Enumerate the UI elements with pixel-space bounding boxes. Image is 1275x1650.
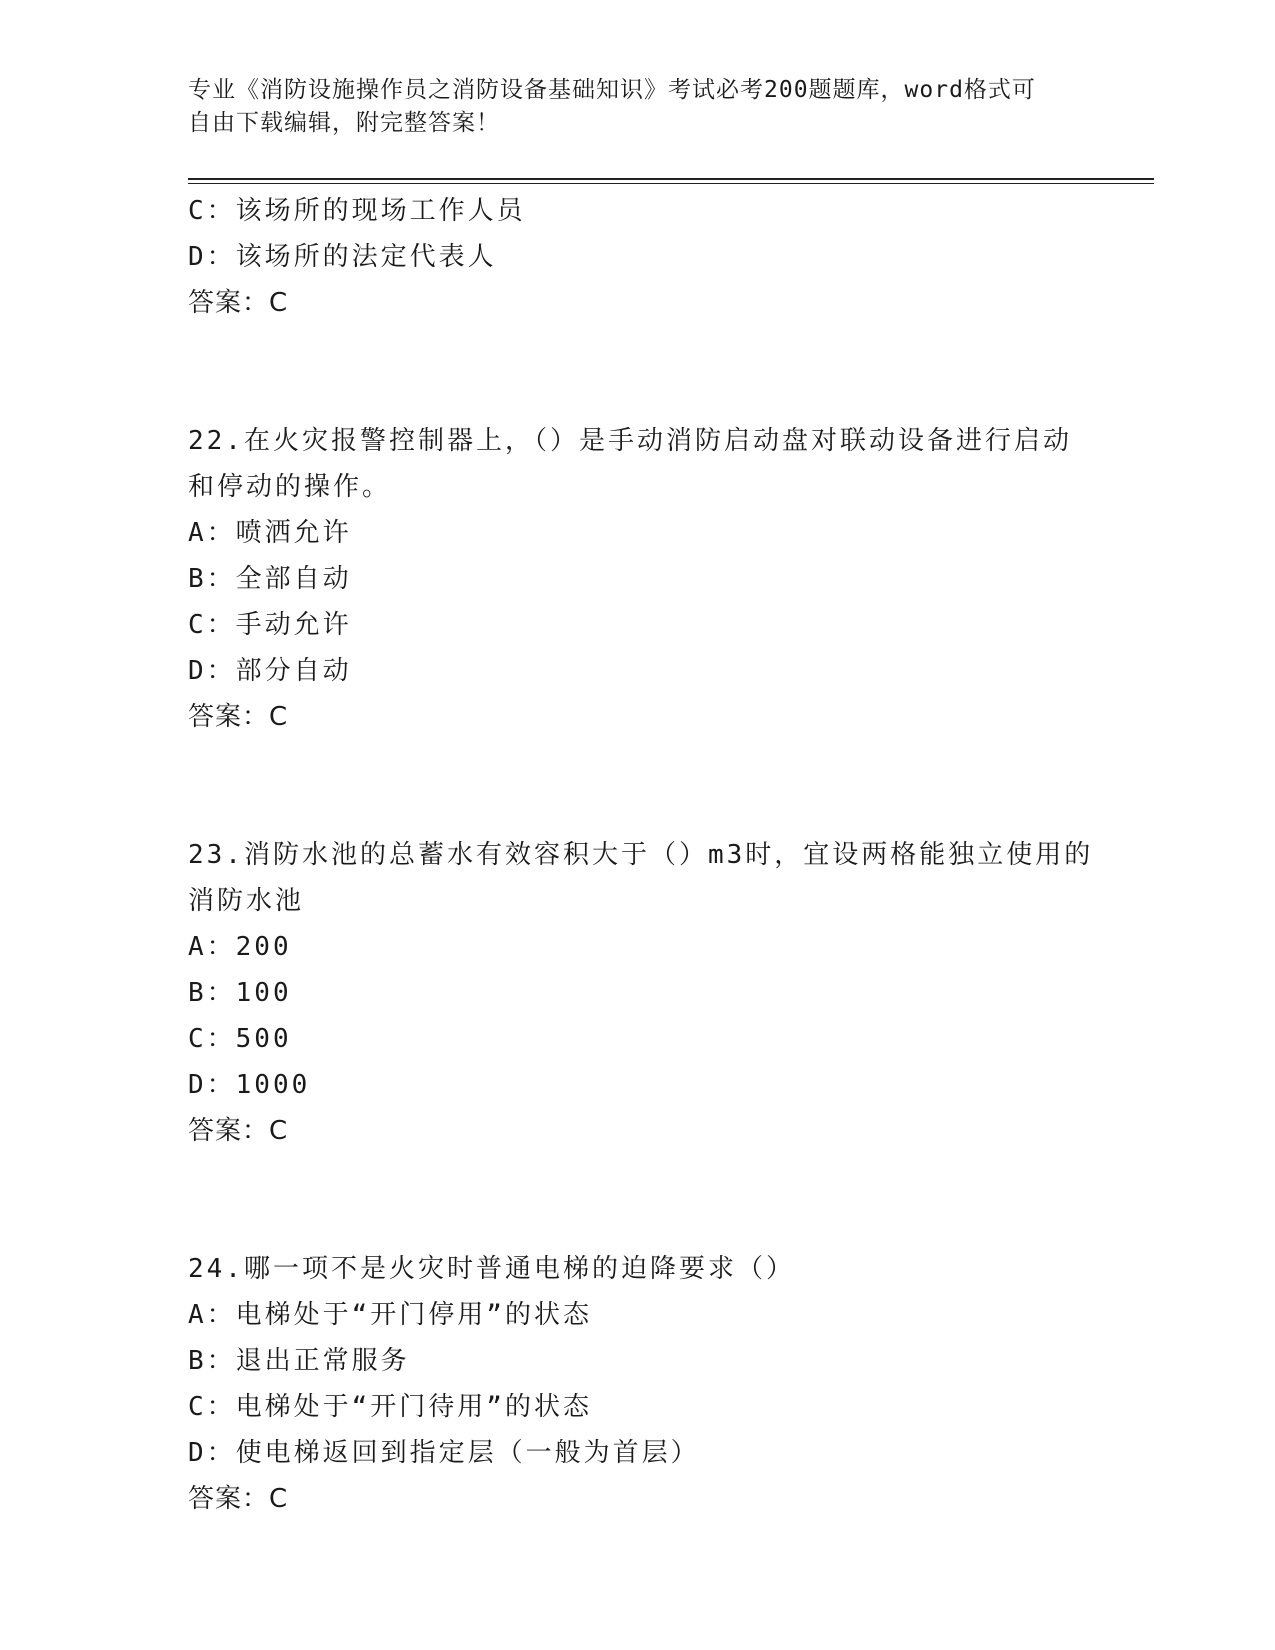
answer-label: 答案：C [188,702,289,732]
header-line-1: 专业《消防设施操作员之消防设备基础知识》考试必考200题题库，word格式可 [188,77,1036,103]
option-a: A：喷洒允许 [188,518,352,548]
question-stem-line-2: 和停动的操作。 [188,472,392,502]
option-d: D：该场所的法定代表人 [188,242,497,272]
option-c: C：手动允许 [188,610,352,640]
option-a: A：电梯处于“开门停用”的状态 [188,1300,592,1330]
question-stem-line-1: 22.在火灾报警控制器上，（）是手动消防启动盘对联动设备进行启动 [188,426,1072,456]
spacer [188,326,1088,418]
option-c: C：电梯处于“开门待用”的状态 [188,1392,592,1422]
option-c: C：该场所的现场工作人员 [188,196,526,226]
option-b: B：退出正常服务 [188,1346,410,1376]
question-block-22 [188,418,1088,740]
question-block-24 [188,1246,1088,1522]
option-c: C：500 [188,1024,292,1054]
option-b: B：100 [188,978,292,1008]
question-stem-line-1: 24.哪一项不是火灾时普通电梯的迫降要求（） [188,1254,795,1284]
option-b: B：全部自动 [188,564,352,594]
question-list [188,188,1094,1522]
spacer [188,740,1088,832]
question-block-prev [188,188,1088,326]
document-header [188,74,1068,140]
option-d: D：部分自动 [188,656,352,686]
header-divider-thin [188,183,1154,184]
question-stem-line-1: 23.消防水池的总蓄水有效容积大于（）m3时，宜设两格能独立使用的 [188,840,1094,870]
option-a: A：200 [188,932,292,962]
spacer [188,1154,1088,1246]
question-block-23 [188,832,1094,1154]
option-d: D：1000 [188,1070,311,1100]
answer-label: 答案：C [188,1484,289,1514]
header-divider-thick [188,178,1154,180]
question-stem-line-2: 消防水池 [188,886,305,916]
header-line-2: 自由下载编辑，附完整答案！ [188,110,500,136]
option-d: D：使电梯返回到指定层（一般为首层） [188,1438,700,1468]
answer-label: 答案：C [188,1116,289,1146]
answer-label: 答案：C [188,288,289,318]
